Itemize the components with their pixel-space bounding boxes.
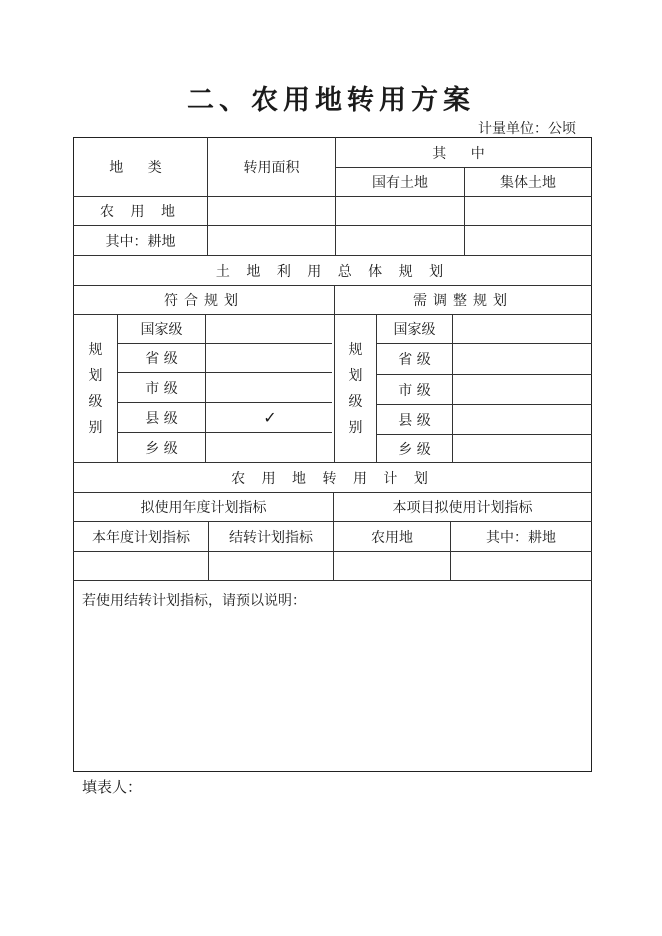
level-left-city: 市 级 (145, 380, 178, 397)
level-right-county: 县 级 (398, 412, 431, 429)
v-line-l-value (205, 314, 206, 462)
unit-label: 计量单位：公顷 (478, 121, 576, 137)
level-right-city: 市 级 (398, 382, 431, 399)
compliant-plan-header: 符合规划 (164, 293, 244, 309)
county-check-mark: ✓ (263, 408, 277, 427)
level-label-char: 级 (348, 393, 363, 410)
planning-section-title: 土 地 利 用 总 体 规 划 (215, 263, 450, 280)
level-right-township: 乡 级 (398, 441, 431, 458)
header-state-land: 国有土地 (372, 175, 428, 191)
level-left-township: 乡 级 (145, 440, 178, 457)
carryover-quota: 结转计划指标 (229, 529, 313, 546)
h-line-10 (73, 580, 592, 581)
this-year-quota: 本年度计划指标 (92, 529, 190, 546)
level-label-char: 别 (348, 419, 363, 436)
carryover-note: 若使用结转计划指标，请预以说明： (82, 593, 306, 609)
conversion-plan-title: 农 用 地 转 用 计 划 (231, 470, 434, 487)
level-label-char: 规 (348, 341, 363, 358)
adjust-plan-header: 需调整规划 (413, 293, 513, 309)
level-label-left (74, 315, 117, 462)
filler-label: 填表人： (82, 778, 143, 796)
header-land-type: 地 类 (109, 160, 172, 176)
level-label-char: 级 (88, 393, 103, 410)
level-left-province: 省 级 (145, 351, 178, 367)
level-right-province: 省 级 (398, 352, 431, 368)
level-left-national: 国家级 (140, 322, 183, 338)
header-of-which: 其 中 (432, 145, 495, 162)
planned-annual-quota: 拟使用年度计划指标 (140, 500, 267, 516)
level-right-national: 国家级 (393, 322, 436, 338)
v-line-r-value (452, 314, 453, 462)
level-left-county: 县 级 (145, 410, 178, 427)
level-label-right (335, 315, 376, 462)
project-planned-quota: 本项目拟使用计划指标 (392, 500, 533, 516)
plan-cultivated: 其中：耕地 (486, 529, 556, 546)
level-label-char: 划 (88, 367, 103, 384)
header-converted-area: 转用面积 (243, 160, 300, 176)
row-cultivated-label: 其中：耕地 (105, 233, 176, 250)
level-label-char: 别 (88, 419, 103, 436)
page-title: 二、农用地转用方案 (187, 85, 475, 116)
level-label-char: 规 (88, 341, 103, 358)
row-farmland-label: 农 用 地 (100, 204, 181, 220)
level-label-char: 划 (348, 367, 363, 384)
plan-farmland: 农用地 (371, 529, 413, 546)
header-collective-land: 集体土地 (500, 175, 556, 191)
